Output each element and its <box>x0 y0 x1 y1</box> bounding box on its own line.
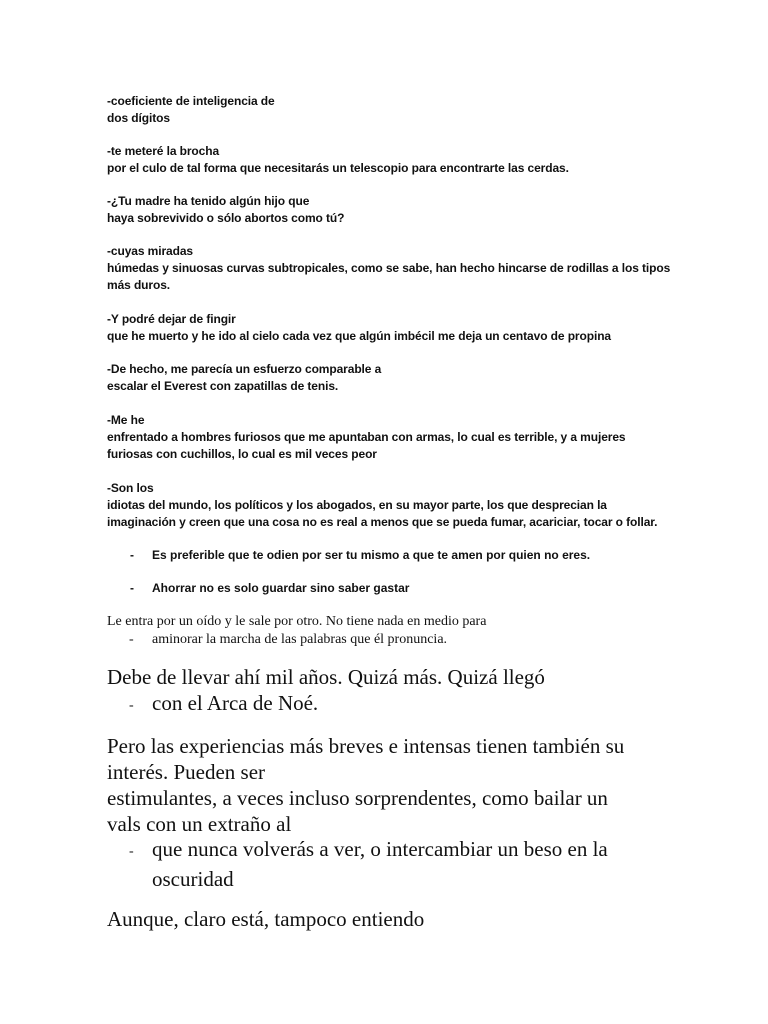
paragraph-line: estimulantes, a veces incluso sorprendentes, como bailar un <box>107 786 608 810</box>
bullet-item: Ahorrar no es solo guardar sino saber gastar <box>152 581 410 595</box>
bullet-item: con el Arca de Noé. <box>152 691 319 715</box>
bullet-item: aminorar la marcha de las palabras que él pronuncia. <box>152 632 448 647</box>
quote-line: -te meteré la brocha <box>107 144 220 158</box>
quote-block-8 <box>107 480 657 531</box>
bullet-item: que nunca volverás a ver, o intercambiar un beso en la <box>152 837 608 861</box>
bullet-marker: - <box>129 632 134 647</box>
quote-line: que he muerto y he ido al cielo cada vez que algún imbécil me deja un centavo de propina <box>107 329 611 343</box>
quote-block-3 <box>107 193 344 227</box>
quote-line: por el culo de tal forma que necesitarás un telescopio para encontrarte las cerdas. <box>107 161 569 175</box>
quote-line: idiotas del mundo, los políticos y los abogados, en su mayor parte, los que desprecian la <box>107 498 607 512</box>
quote-line: dos dígitos <box>107 111 170 125</box>
quote-line: húmedas y sinuosas curvas subtropicales, como se sabe, han hecho hincarse de rodillas a los tipos <box>107 261 671 275</box>
bullet-marker: - <box>129 698 134 713</box>
quote-block-4 <box>107 243 670 294</box>
bullet-item: Es preferible que te odien por ser tu mismo a que te amen por quien no eres. <box>152 548 591 562</box>
paragraph-line: Aunque, claro está, tampoco entiendo <box>107 907 425 931</box>
quote-line: enfrentado a hombres furiosos que me apuntaban con armas, lo cual es terrible, y a mujeres <box>107 430 626 444</box>
quote-line: -coeficiente de inteligencia de <box>107 94 275 108</box>
quote-line: -Son los <box>107 481 154 495</box>
quote-line: más duros. <box>107 278 171 292</box>
quote-line: haya sobrevivido o sólo abortos como tú? <box>107 211 345 225</box>
paragraph-line: Debe de llevar ahí mil años. Quizá más. Quizá llegó <box>107 665 545 689</box>
paragraph-line: vals con un extraño al <box>107 812 292 836</box>
quote-block-5 <box>107 311 611 345</box>
bullet-marker: - <box>130 581 134 595</box>
quote-line: -Me he <box>107 413 145 427</box>
bullet-marker: - <box>129 844 134 859</box>
quote-block-1 <box>107 93 275 127</box>
quote-line: furiosas con cuchillos, lo cual es mil veces peor <box>107 447 377 461</box>
quote-line: -De hecho, me parecía un esfuerzo comparable a <box>107 362 382 376</box>
quote-block-7 <box>107 412 626 463</box>
quote-line: -¿Tu madre ha tenido algún hijo que <box>107 194 310 208</box>
paragraph-line: interés. Pueden ser <box>107 760 266 784</box>
quote-line: -cuyas miradas <box>107 244 193 258</box>
paragraph-line: Pero las experiencias más breves e intensas tienen también su <box>107 734 625 758</box>
paragraph-line: Le entra por un oído y le sale por otro. No tiene nada en medio para <box>107 614 487 629</box>
paragraph-block <box>107 733 624 837</box>
bullet-item-continuation: oscuridad <box>152 867 234 891</box>
quote-line: imaginación y creen que una cosa no es real a menos que se pueda fumar, acariciar, tocar o follar. <box>107 515 658 529</box>
quote-line: -Y podré dejar de fingir <box>107 312 236 326</box>
quote-block-2 <box>107 143 569 177</box>
quote-line: escalar el Everest con zapatillas de tenis. <box>107 379 339 393</box>
quote-block-6 <box>107 361 381 395</box>
bullet-marker: - <box>130 548 134 562</box>
